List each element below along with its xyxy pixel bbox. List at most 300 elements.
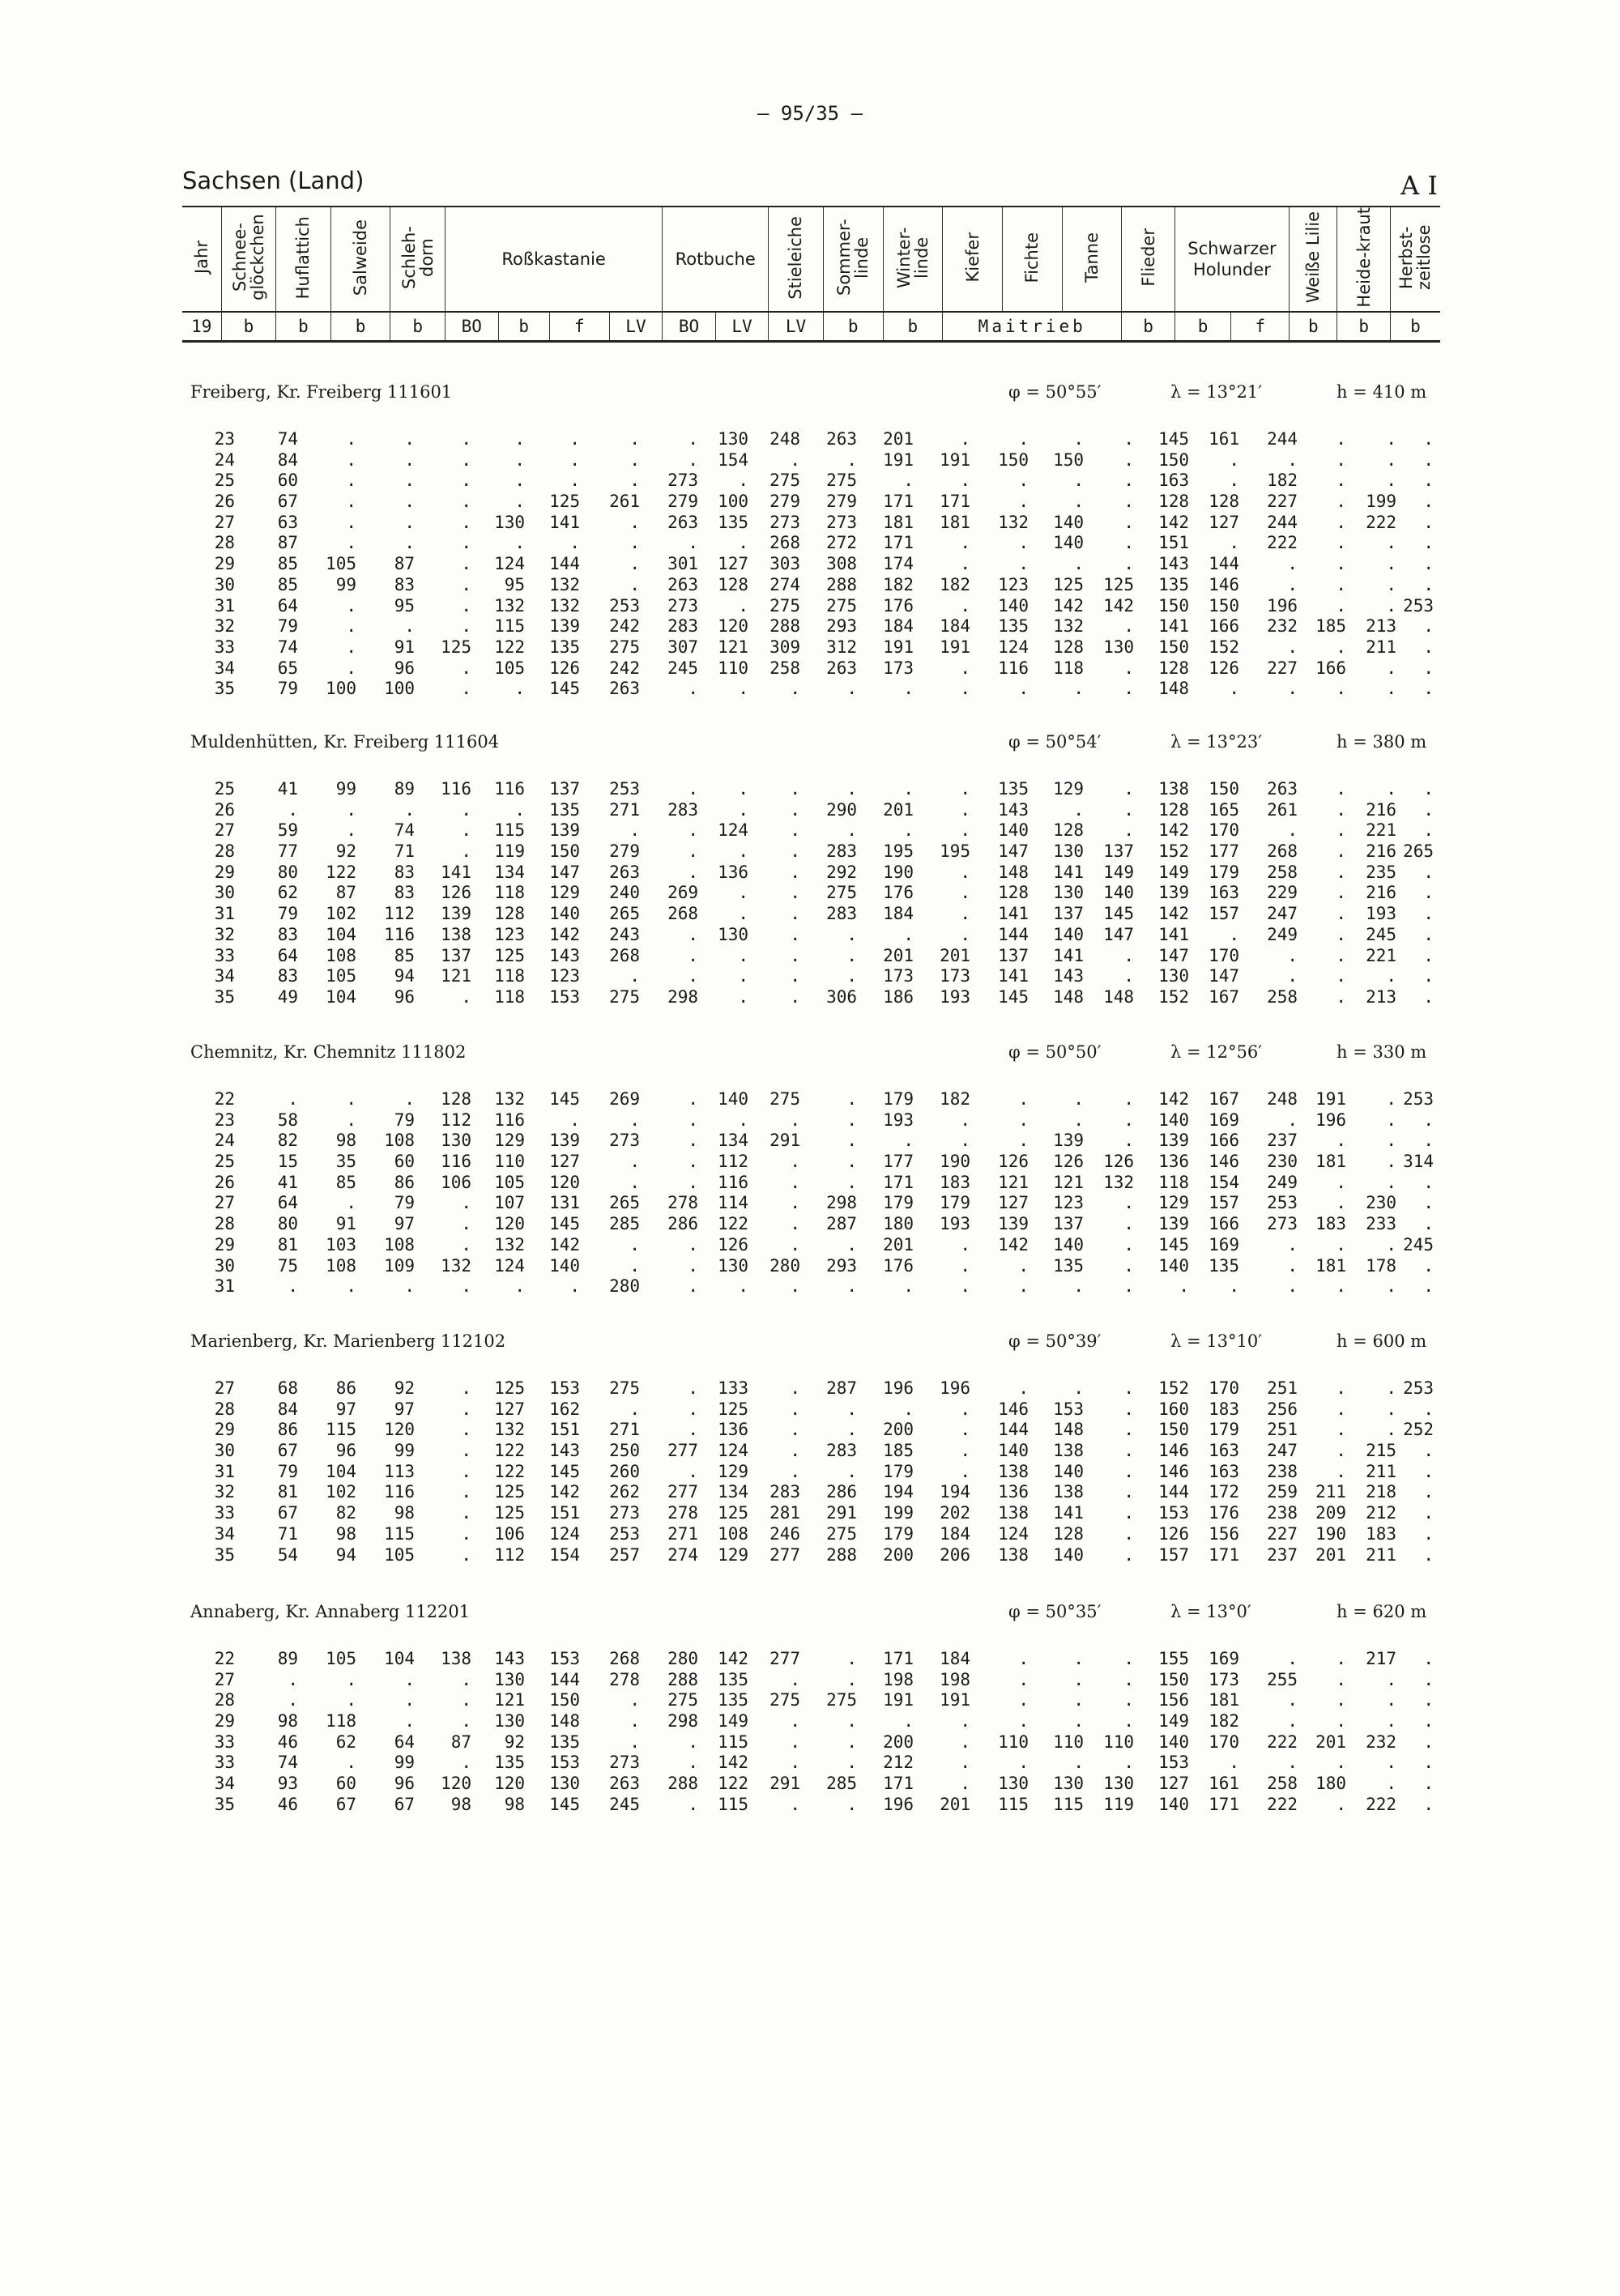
station-header [0, 1331, 1620, 1361]
value-cell: 249 [1267, 1172, 1298, 1192]
value-cell: 87 [277, 533, 298, 553]
value-cell: . [738, 1110, 748, 1130]
value-cell: 110 [998, 1732, 1029, 1752]
value-cell: . [629, 966, 640, 986]
value-cell: . [1073, 1276, 1084, 1297]
value-cell: 137 [549, 779, 580, 799]
value-cell: . [738, 471, 748, 491]
value-cell: 139 [1053, 1131, 1084, 1151]
value-cell: . [1423, 512, 1434, 532]
value-cell: . [688, 1794, 698, 1814]
value-cell: 138 [1053, 1482, 1084, 1502]
value-cell: 134 [718, 1482, 748, 1502]
value-cell: 126 [718, 1234, 748, 1254]
station-block [0, 1331, 1620, 1565]
value-cell: 125 [494, 1482, 525, 1502]
value-cell: 232 [1366, 1732, 1396, 1752]
value-cell: 277 [667, 1482, 698, 1502]
value-cell: 280 [609, 1276, 640, 1297]
value-cell: 196 [883, 1794, 914, 1814]
value-cell: 309 [770, 637, 800, 657]
value-cell: 150 [1209, 779, 1239, 799]
value-cell: . [960, 1234, 970, 1254]
value-cell: . [1386, 1110, 1396, 1130]
value-cell: 140 [549, 904, 580, 924]
value-cell: . [1073, 1110, 1084, 1130]
value-cell: 157 [1158, 1544, 1189, 1565]
value-cell: . [461, 1523, 471, 1544]
value-cell: 85 [394, 945, 415, 965]
value-cell: 258 [770, 658, 800, 678]
value-cell: 144 [549, 1669, 580, 1689]
value-cell: . [738, 904, 748, 924]
value-cell: 146 [1209, 574, 1239, 594]
value-cell: . [1018, 429, 1029, 449]
value-cell: . [461, 658, 471, 678]
value-cell: 163 [1209, 883, 1239, 903]
value-cell: 191 [940, 1690, 970, 1710]
station-latitude: φ = 50°55′ [1008, 382, 1102, 402]
value-cell: . [514, 679, 525, 699]
value-cell: . [404, 449, 415, 470]
year-cell: 26 [214, 1172, 235, 1192]
value-cell: 245 [1403, 1234, 1434, 1254]
value-cell: 171 [883, 1172, 914, 1192]
value-cell: 112 [718, 1152, 748, 1172]
value-cell: 135 [549, 1732, 580, 1752]
value-cell: . [1123, 1503, 1134, 1523]
unit-holunder-f: f [1231, 312, 1290, 342]
value-cell: . [569, 449, 580, 470]
value-cell: . [1336, 1234, 1346, 1254]
value-cell: 115 [718, 1794, 748, 1814]
value-cell: 160 [1158, 1399, 1189, 1419]
value-cell: 269 [609, 1089, 640, 1109]
value-cell: 291 [826, 1503, 857, 1523]
value-cell: 182 [883, 574, 914, 594]
value-cell: . [404, 492, 415, 512]
value-cell: 77 [277, 841, 298, 862]
value-cell: . [790, 1420, 800, 1440]
value-cell: 35 [335, 1152, 356, 1172]
value-cell: 176 [1209, 1503, 1239, 1523]
value-cell: 144 [998, 1420, 1029, 1440]
value-cell: 253 [1403, 1378, 1434, 1398]
value-cell: 74 [277, 637, 298, 657]
col-weisse-lilie: Weiße Lilie [1290, 207, 1337, 312]
value-cell: 132 [1103, 1172, 1134, 1192]
year-cell: 29 [214, 1711, 235, 1732]
value-cell: . [1123, 1420, 1134, 1440]
value-cell: . [1386, 574, 1396, 594]
col-huflattich: Huflattich [276, 207, 331, 312]
value-cell: 135 [718, 512, 748, 532]
station-block [0, 382, 1620, 699]
value-cell: 64 [277, 1193, 298, 1213]
value-cell: 191 [883, 1690, 914, 1710]
value-cell: 283 [826, 1441, 857, 1461]
station-block [0, 732, 1620, 1007]
value-cell: 213 [1366, 616, 1396, 637]
value-cell: . [960, 1461, 970, 1481]
value-cell: 216 [1366, 883, 1396, 903]
value-cell: 41 [277, 1172, 298, 1192]
value-cell: 181 [883, 512, 914, 532]
value-cell: 129 [549, 883, 580, 903]
value-cell: 193 [1366, 904, 1396, 924]
value-cell: . [569, 429, 580, 449]
value-cell: . [688, 820, 698, 841]
station-height: h = 380 m [1336, 732, 1427, 752]
value-cell: . [1423, 1399, 1434, 1419]
value-cell: 120 [718, 616, 748, 637]
value-cell: 166 [1209, 1214, 1239, 1234]
unit-maitrieb: Maitrieb [943, 312, 1122, 342]
value-cell: . [1229, 533, 1239, 553]
value-cell: 314 [1403, 1152, 1434, 1172]
value-cell: 229 [1267, 883, 1298, 903]
value-cell: 157 [1209, 1193, 1239, 1213]
value-cell: . [688, 945, 698, 965]
value-cell: . [688, 1152, 698, 1172]
value-cell: . [461, 533, 471, 553]
value-cell: . [903, 1276, 914, 1297]
value-cell: 127 [718, 554, 748, 574]
year-cell: 29 [214, 1420, 235, 1440]
value-cell: 140 [1103, 883, 1134, 903]
unit-heidekraut: b [1337, 312, 1391, 342]
value-cell: 147 [1158, 945, 1189, 965]
value-cell: . [346, 799, 356, 820]
value-cell: . [1423, 1276, 1434, 1297]
value-cell: . [1287, 1234, 1298, 1254]
value-cell: 105 [326, 966, 356, 986]
value-cell: 143 [549, 1441, 580, 1461]
value-cell: 181 [1209, 1690, 1239, 1710]
value-cell: 272 [826, 533, 857, 553]
value-cell: . [1423, 554, 1434, 574]
value-cell: . [846, 820, 857, 841]
value-cell: 138 [1053, 1441, 1084, 1461]
value-cell: . [846, 1234, 857, 1254]
value-cell: 87 [394, 554, 415, 574]
value-cell: 62 [335, 1732, 356, 1752]
value-cell: . [1423, 1110, 1434, 1130]
value-cell: 120 [441, 1774, 471, 1794]
value-cell: 184 [940, 616, 970, 637]
value-cell: 141 [1053, 862, 1084, 882]
value-cell: . [688, 1089, 698, 1109]
value-cell: 120 [384, 1420, 415, 1440]
value-cell: 71 [277, 1523, 298, 1544]
station-name: Annaberg, Kr. Annaberg 112201 [190, 1602, 471, 1621]
value-cell: . [1336, 1420, 1346, 1440]
value-cell: 108 [718, 1523, 748, 1544]
value-cell: 126 [1103, 1152, 1134, 1172]
value-cell: 62 [277, 883, 298, 903]
value-cell: 258 [1267, 862, 1298, 882]
value-cell: . [1287, 1711, 1298, 1732]
value-cell: . [1386, 533, 1396, 553]
unit-holunder-b: b [1174, 312, 1231, 342]
year-cell: 23 [214, 429, 235, 449]
station-latitude: φ = 50°39′ [1008, 1331, 1102, 1351]
value-cell: 154 [718, 449, 748, 470]
value-cell: 124 [718, 1441, 748, 1461]
year-cell: 30 [214, 883, 235, 903]
value-cell: 211 [1366, 637, 1396, 657]
value-cell: . [1336, 945, 1346, 965]
value-cell: . [1423, 637, 1434, 657]
value-cell: . [846, 1669, 857, 1689]
value-cell: . [688, 1234, 698, 1254]
col-herbstzeitlose: Herbst-zeitlose [1390, 207, 1440, 312]
year-cell: 28 [214, 533, 235, 553]
value-cell: 275 [826, 471, 857, 491]
value-cell: 237 [1267, 1131, 1298, 1151]
value-cell: 108 [326, 945, 356, 965]
value-cell: 238 [1267, 1503, 1298, 1523]
value-cell: 142 [998, 1234, 1029, 1254]
value-cell: 89 [277, 1649, 298, 1668]
value-cell: 91 [394, 637, 415, 657]
year-cell: 30 [214, 1441, 235, 1461]
col-fichte: Fichte [1002, 207, 1062, 312]
year-cell: 31 [214, 1461, 235, 1481]
value-cell: 130 [1053, 1774, 1084, 1794]
value-cell: 200 [883, 1420, 914, 1440]
value-cell: 152 [1158, 1378, 1189, 1398]
year-cell: 31 [214, 1276, 235, 1297]
value-cell: 141 [549, 512, 580, 532]
value-cell: 105 [326, 554, 356, 574]
value-cell: 121 [998, 1172, 1029, 1192]
value-cell: 169 [1209, 1234, 1239, 1254]
value-cell: . [1018, 1378, 1029, 1398]
value-cell: 154 [549, 1544, 580, 1565]
value-cell: . [688, 1255, 698, 1276]
value-cell: 113 [384, 1461, 415, 1481]
value-cell: . [461, 1378, 471, 1398]
value-cell: . [846, 945, 857, 965]
value-cell: 171 [940, 492, 970, 512]
value-cell: 128 [1053, 637, 1084, 657]
value-cell: 308 [826, 554, 857, 574]
year-cell: 26 [214, 492, 235, 512]
value-cell: 137 [1103, 841, 1134, 862]
value-cell: . [1336, 554, 1346, 574]
value-cell: 190 [1315, 1523, 1346, 1544]
value-cell: 116 [494, 1110, 525, 1130]
value-cell: . [903, 1131, 914, 1151]
value-cell: . [1287, 1649, 1298, 1668]
value-cell: . [346, 449, 356, 470]
value-cell: . [790, 1276, 800, 1297]
value-cell: . [960, 1441, 970, 1461]
value-cell: 120 [494, 1214, 525, 1234]
value-cell: . [790, 820, 800, 841]
value-cell: . [1336, 904, 1346, 924]
value-cell: 100 [718, 492, 748, 512]
value-cell: 162 [549, 1399, 580, 1419]
value-cell: 253 [609, 595, 640, 616]
value-cell: 278 [609, 1669, 640, 1689]
value-cell: 291 [770, 1131, 800, 1151]
value-cell: 137 [1053, 1214, 1084, 1234]
value-cell: 59 [277, 820, 298, 841]
value-cell: 242 [609, 616, 640, 637]
value-cell: . [346, 1089, 356, 1109]
value-cell: . [1336, 820, 1346, 841]
value-cell: . [461, 1753, 471, 1773]
value-cell: . [1423, 1774, 1434, 1794]
value-cell: . [960, 1774, 970, 1794]
value-cell: 193 [940, 986, 970, 1007]
value-cell: 144 [1158, 1482, 1189, 1502]
value-cell: 67 [277, 492, 298, 512]
value-cell: 100 [326, 679, 356, 699]
value-cell: . [461, 616, 471, 637]
value-cell: . [1123, 779, 1134, 799]
unit-schneegloeckchen: b [221, 312, 276, 342]
value-cell: 211 [1315, 1482, 1346, 1502]
value-cell: 116 [441, 779, 471, 799]
year-cell: 22 [214, 1649, 235, 1668]
value-cell: 198 [940, 1669, 970, 1689]
value-cell: . [1336, 924, 1346, 944]
value-cell: . [569, 533, 580, 553]
value-cell: . [1123, 1441, 1134, 1461]
unit-winterlinde: b [883, 312, 943, 342]
value-cell: 150 [1158, 1669, 1189, 1689]
value-cell: 115 [384, 1523, 415, 1544]
value-cell: 150 [549, 1690, 580, 1710]
value-cell: 46 [277, 1794, 298, 1814]
year-cell: 35 [214, 679, 235, 699]
value-cell: . [629, 471, 640, 491]
value-cell: 143 [1053, 966, 1084, 986]
value-cell: 184 [883, 616, 914, 637]
value-cell: 149 [1158, 1711, 1189, 1732]
value-cell: . [1386, 1378, 1396, 1398]
value-cell: 285 [826, 1774, 857, 1794]
value-cell: . [1018, 1669, 1029, 1689]
value-cell: . [1287, 820, 1298, 841]
value-cell: . [790, 1753, 800, 1773]
value-cell: 185 [883, 1441, 914, 1461]
year-cell: 25 [214, 1152, 235, 1172]
value-cell: 171 [883, 492, 914, 512]
value-cell: . [846, 1794, 857, 1814]
value-cell: . [960, 1711, 970, 1732]
value-cell: . [790, 841, 800, 862]
value-cell: 148 [1053, 986, 1084, 1007]
value-cell: 68 [277, 1378, 298, 1398]
value-cell: 251 [1267, 1378, 1298, 1398]
value-cell: 283 [826, 904, 857, 924]
value-cell: 182 [1267, 471, 1298, 491]
value-cell: 227 [1267, 492, 1298, 512]
value-cell: . [461, 449, 471, 470]
value-cell: 184 [940, 1649, 970, 1668]
value-cell: . [846, 1152, 857, 1172]
value-cell: 128 [1158, 658, 1189, 678]
value-cell: 268 [667, 904, 698, 924]
value-cell: . [1287, 945, 1298, 965]
year-cell: 31 [214, 595, 235, 616]
value-cell: 268 [609, 945, 640, 965]
value-cell: . [1018, 1131, 1029, 1151]
value-cell: . [1336, 1669, 1346, 1689]
value-cell: 275 [826, 1690, 857, 1710]
value-cell: 201 [883, 1234, 914, 1254]
value-cell: . [960, 924, 970, 944]
unit-rotbuche-lv: LV [715, 312, 769, 342]
value-cell: 64 [277, 595, 298, 616]
value-cell: 176 [883, 883, 914, 903]
value-cell: 137 [1053, 904, 1084, 924]
value-cell: . [960, 820, 970, 841]
value-cell: . [1073, 429, 1084, 449]
value-cell: . [1123, 1753, 1134, 1773]
value-cell: 130 [1158, 966, 1189, 986]
value-cell: . [960, 1753, 970, 1773]
value-cell: 171 [883, 1774, 914, 1794]
value-cell: 248 [770, 429, 800, 449]
value-cell: 261 [609, 492, 640, 512]
value-cell: 135 [1158, 574, 1189, 594]
value-cell: 200 [883, 1544, 914, 1565]
value-cell: 190 [940, 1152, 970, 1172]
value-cell: 269 [667, 883, 698, 903]
value-cell: . [461, 1441, 471, 1461]
value-cell: 95 [394, 595, 415, 616]
value-cell: 125 [494, 1503, 525, 1523]
value-cell: 81 [277, 1234, 298, 1254]
year-cell: 32 [214, 616, 235, 637]
value-cell: 102 [326, 1482, 356, 1502]
value-cell: . [461, 841, 471, 862]
value-cell: 184 [883, 904, 914, 924]
value-cell: . [1336, 1399, 1346, 1419]
value-cell: 98 [504, 1794, 525, 1814]
value-cell: 147 [998, 841, 1029, 862]
value-cell: . [1336, 986, 1346, 1007]
value-cell: . [903, 1711, 914, 1732]
value-cell: . [461, 1461, 471, 1481]
value-cell: 127 [1158, 1774, 1189, 1794]
value-cell: . [629, 533, 640, 553]
value-cell: . [1423, 986, 1434, 1007]
value-cell: 129 [1158, 1193, 1189, 1213]
value-cell: . [790, 1669, 800, 1689]
value-cell: 130 [1103, 1774, 1134, 1794]
value-cell: 212 [1366, 1503, 1396, 1523]
value-cell: 247 [1267, 904, 1298, 924]
value-cell: 217 [1366, 1649, 1396, 1668]
value-cell: 126 [549, 658, 580, 678]
value-cell: . [846, 1172, 857, 1192]
value-cell: . [461, 1690, 471, 1710]
value-cell: 209 [1315, 1503, 1346, 1523]
value-cell: . [688, 449, 698, 470]
value-cell: 141 [1158, 616, 1189, 637]
year-cell: 28 [214, 1214, 235, 1234]
value-cell: . [1386, 1669, 1396, 1689]
value-cell: 106 [494, 1523, 525, 1544]
value-cell: . [960, 471, 970, 491]
value-cell: . [1336, 1131, 1346, 1151]
